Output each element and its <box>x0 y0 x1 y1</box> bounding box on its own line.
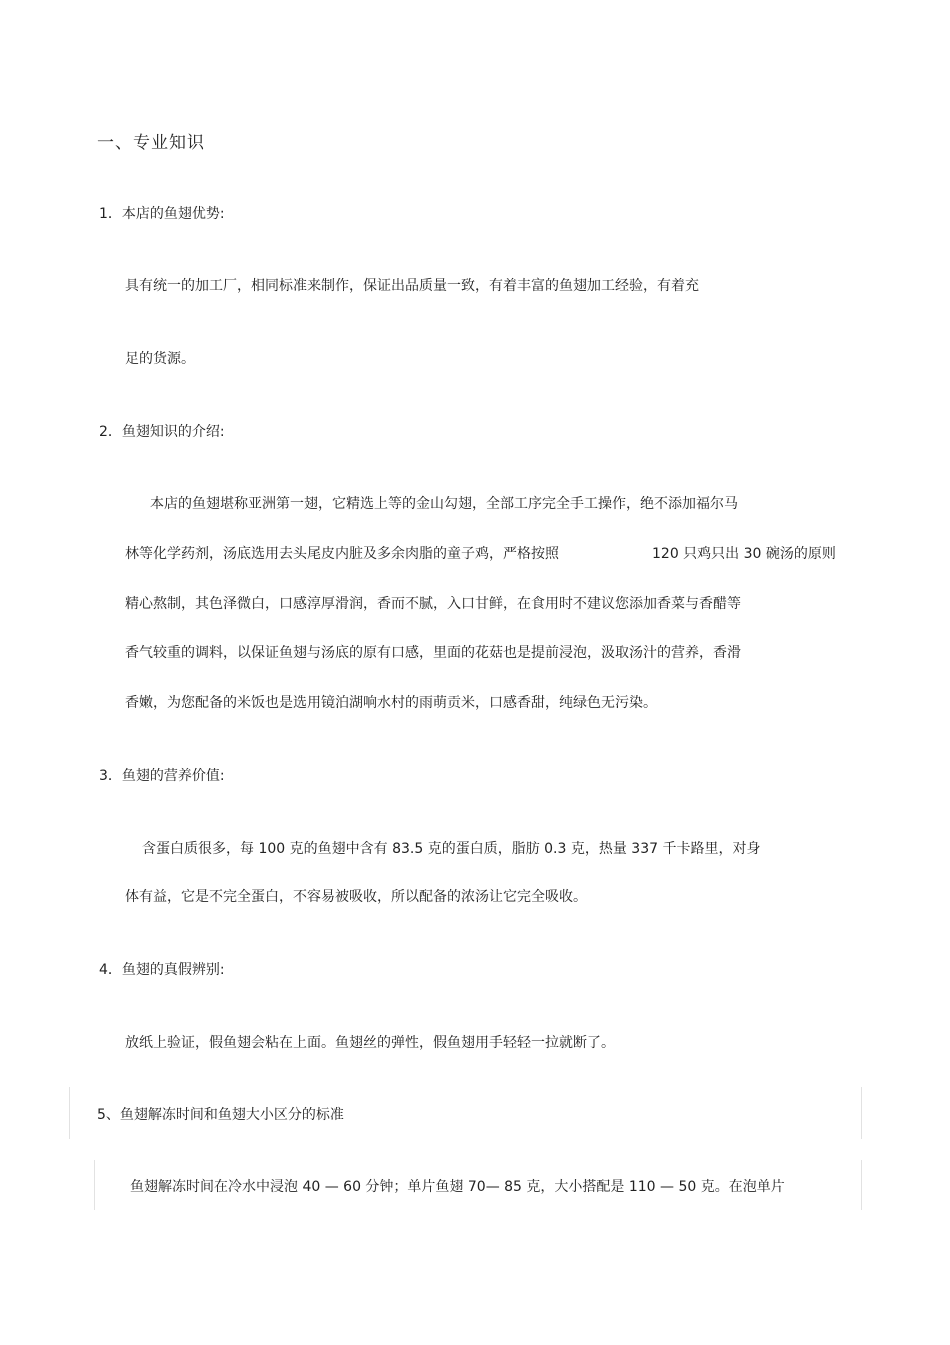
item2-line-3: 精心熬制，其色泽微白，口感淳厚滑润，香而不腻，入口甘鲜，在食用时不建议您添加香菜与香醋等 <box>125 596 741 612</box>
item1-line-2: 足的货源。 <box>125 351 195 367</box>
item2-line-2a: 林等化学药剂，汤底选用去头尾皮内脏及多余肉脂的童子鸡，严格按照 <box>125 546 559 562</box>
item5-heading: 5、鱼翅解冻时间和鱼翅大小区分的标准 <box>97 1107 344 1123</box>
section-title: 一、专业知识 <box>97 133 205 153</box>
item3-line-2: 体有益，它是不完全蛋白，不容易被吸收，所以配备的浓汤让它完全吸收。 <box>125 889 587 905</box>
table-rule-left-bottom <box>94 1160 95 1210</box>
item2-line-1: 本店的鱼翅堪称亚洲第一翅，它精选上等的金山勾翅，全部工序完全手工操作，绝不添加福尔马 <box>150 496 738 512</box>
item5-line-1: 鱼翅解冻时间在冷水中浸泡 40 — 60 分钟；单片鱼翅 70— 85 克，大小搭配是 110 — 50 克。在泡单片 <box>130 1179 785 1195</box>
item1-line-1: 具有统一的加工厂，相同标准来制作，保证出品质量一致，有着丰富的鱼翅加工经验，有着充 <box>125 278 699 294</box>
item4-heading: 4．鱼翅的真假辨别: <box>99 962 225 978</box>
item2-heading: 2．鱼翅知识的介绍: <box>99 424 225 440</box>
item2-line-2b: 120 只鸡只出 30 碗汤的原则 <box>652 546 836 562</box>
item4-line-1: 放纸上验证，假鱼翅会粘在上面。鱼翅丝的弹性，假鱼翅用手轻轻一拉就断了。 <box>125 1035 615 1051</box>
item2-line-5: 香嫩，为您配备的米饭也是选用镜泊湖响水村的雨萌贡米，口感香甜，纯绿色无污染。 <box>125 695 657 711</box>
item2-line-4: 香气较重的调料，以保证鱼翅与汤底的原有口感，里面的花菇也是提前浸泡，汲取汤汁的营养，香滑 <box>125 645 741 661</box>
table-rule-right-top <box>861 1087 862 1139</box>
item3-heading: 3．鱼翅的营养价值: <box>99 768 225 784</box>
table-rule-right-bottom <box>861 1160 862 1210</box>
item1-heading: 1．本店的鱼翅优势: <box>99 206 225 222</box>
table-rule-left-top <box>69 1087 70 1139</box>
item3-line-1: 含蛋白质很多，每 100 克的鱼翅中含有 83.5 克的蛋白质，脂肪 0.3 克，热量 337 千卡路里，对身 <box>142 841 761 857</box>
